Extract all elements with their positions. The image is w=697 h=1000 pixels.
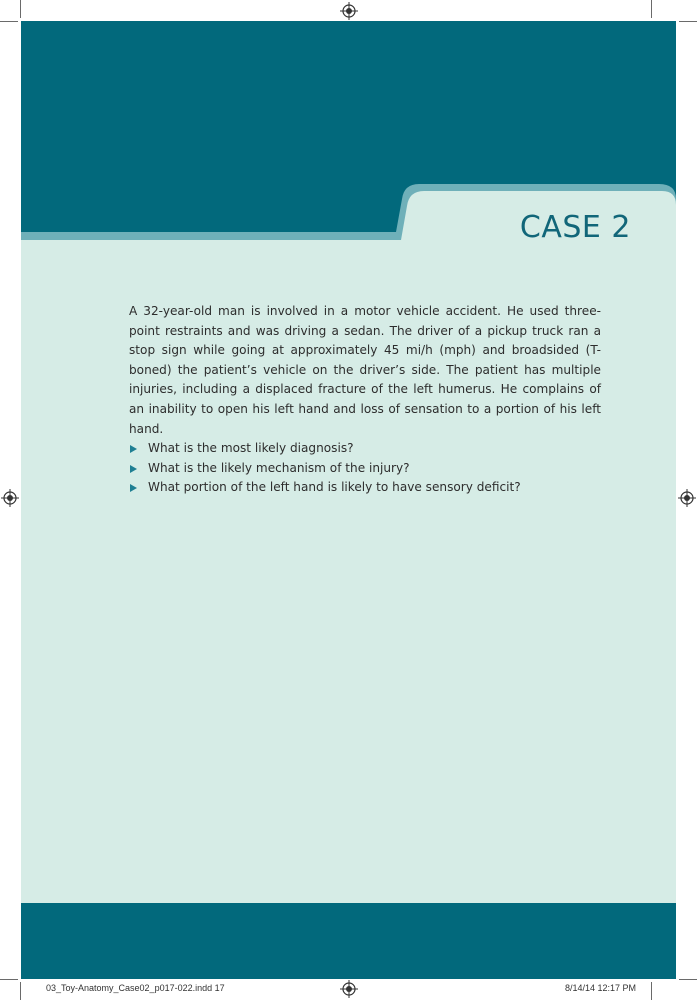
registration-mark-icon <box>1 489 19 507</box>
slug-file-name: 03_Toy-Anatomy_Case02_p017-022.indd 17 <box>46 983 225 993</box>
crop-mark-left-top <box>0 21 18 22</box>
footer-band <box>21 903 676 979</box>
registration-mark-icon <box>678 489 696 507</box>
crop-mark-right-top <box>679 21 697 22</box>
question-item <box>129 439 629 459</box>
case-vignette-paragraph: A 32-year-old man is involved in a motor vehicle accident. He used three-point restraints and was driving a sedan. The driver of a pickup truck ran a stop sign while going at approximately 45 mi/h (mph) and broadsided (T-boned) the patient’s vehicle on the driver’s side. The patient has multiple injuries, including a displaced fracture of the left humerus. He complains of an inability to open his left hand and loss of sensation to a portion of his left hand. <box>129 304 601 436</box>
crop-mark-bottom-right <box>651 982 652 1000</box>
crop-mark-top-left <box>20 0 21 18</box>
question-list <box>129 439 629 498</box>
question-text: What portion of the left hand is likely to have sensory deficit? <box>148 480 521 494</box>
triangle-bullet-icon <box>130 445 137 453</box>
triangle-bullet-icon <box>130 484 137 492</box>
case-title: CASE 2 <box>519 210 631 245</box>
page <box>21 21 676 979</box>
question-text: What is the likely mechanism of the injury? <box>148 460 410 475</box>
registration-mark-icon <box>340 980 358 998</box>
slug-date-time: 8/14/14 12:17 PM <box>565 983 637 993</box>
triangle-bullet-icon <box>130 465 137 473</box>
question-item <box>129 478 629 498</box>
question-text: What is the most likely diagnosis? <box>148 441 354 455</box>
crop-mark-bottom-left <box>20 982 21 1000</box>
question-item <box>129 459 629 479</box>
registration-mark-icon <box>340 2 358 20</box>
crop-mark-top-right <box>651 0 652 18</box>
crop-mark-right-bottom <box>679 979 697 980</box>
crop-mark-left-bottom <box>0 979 18 980</box>
